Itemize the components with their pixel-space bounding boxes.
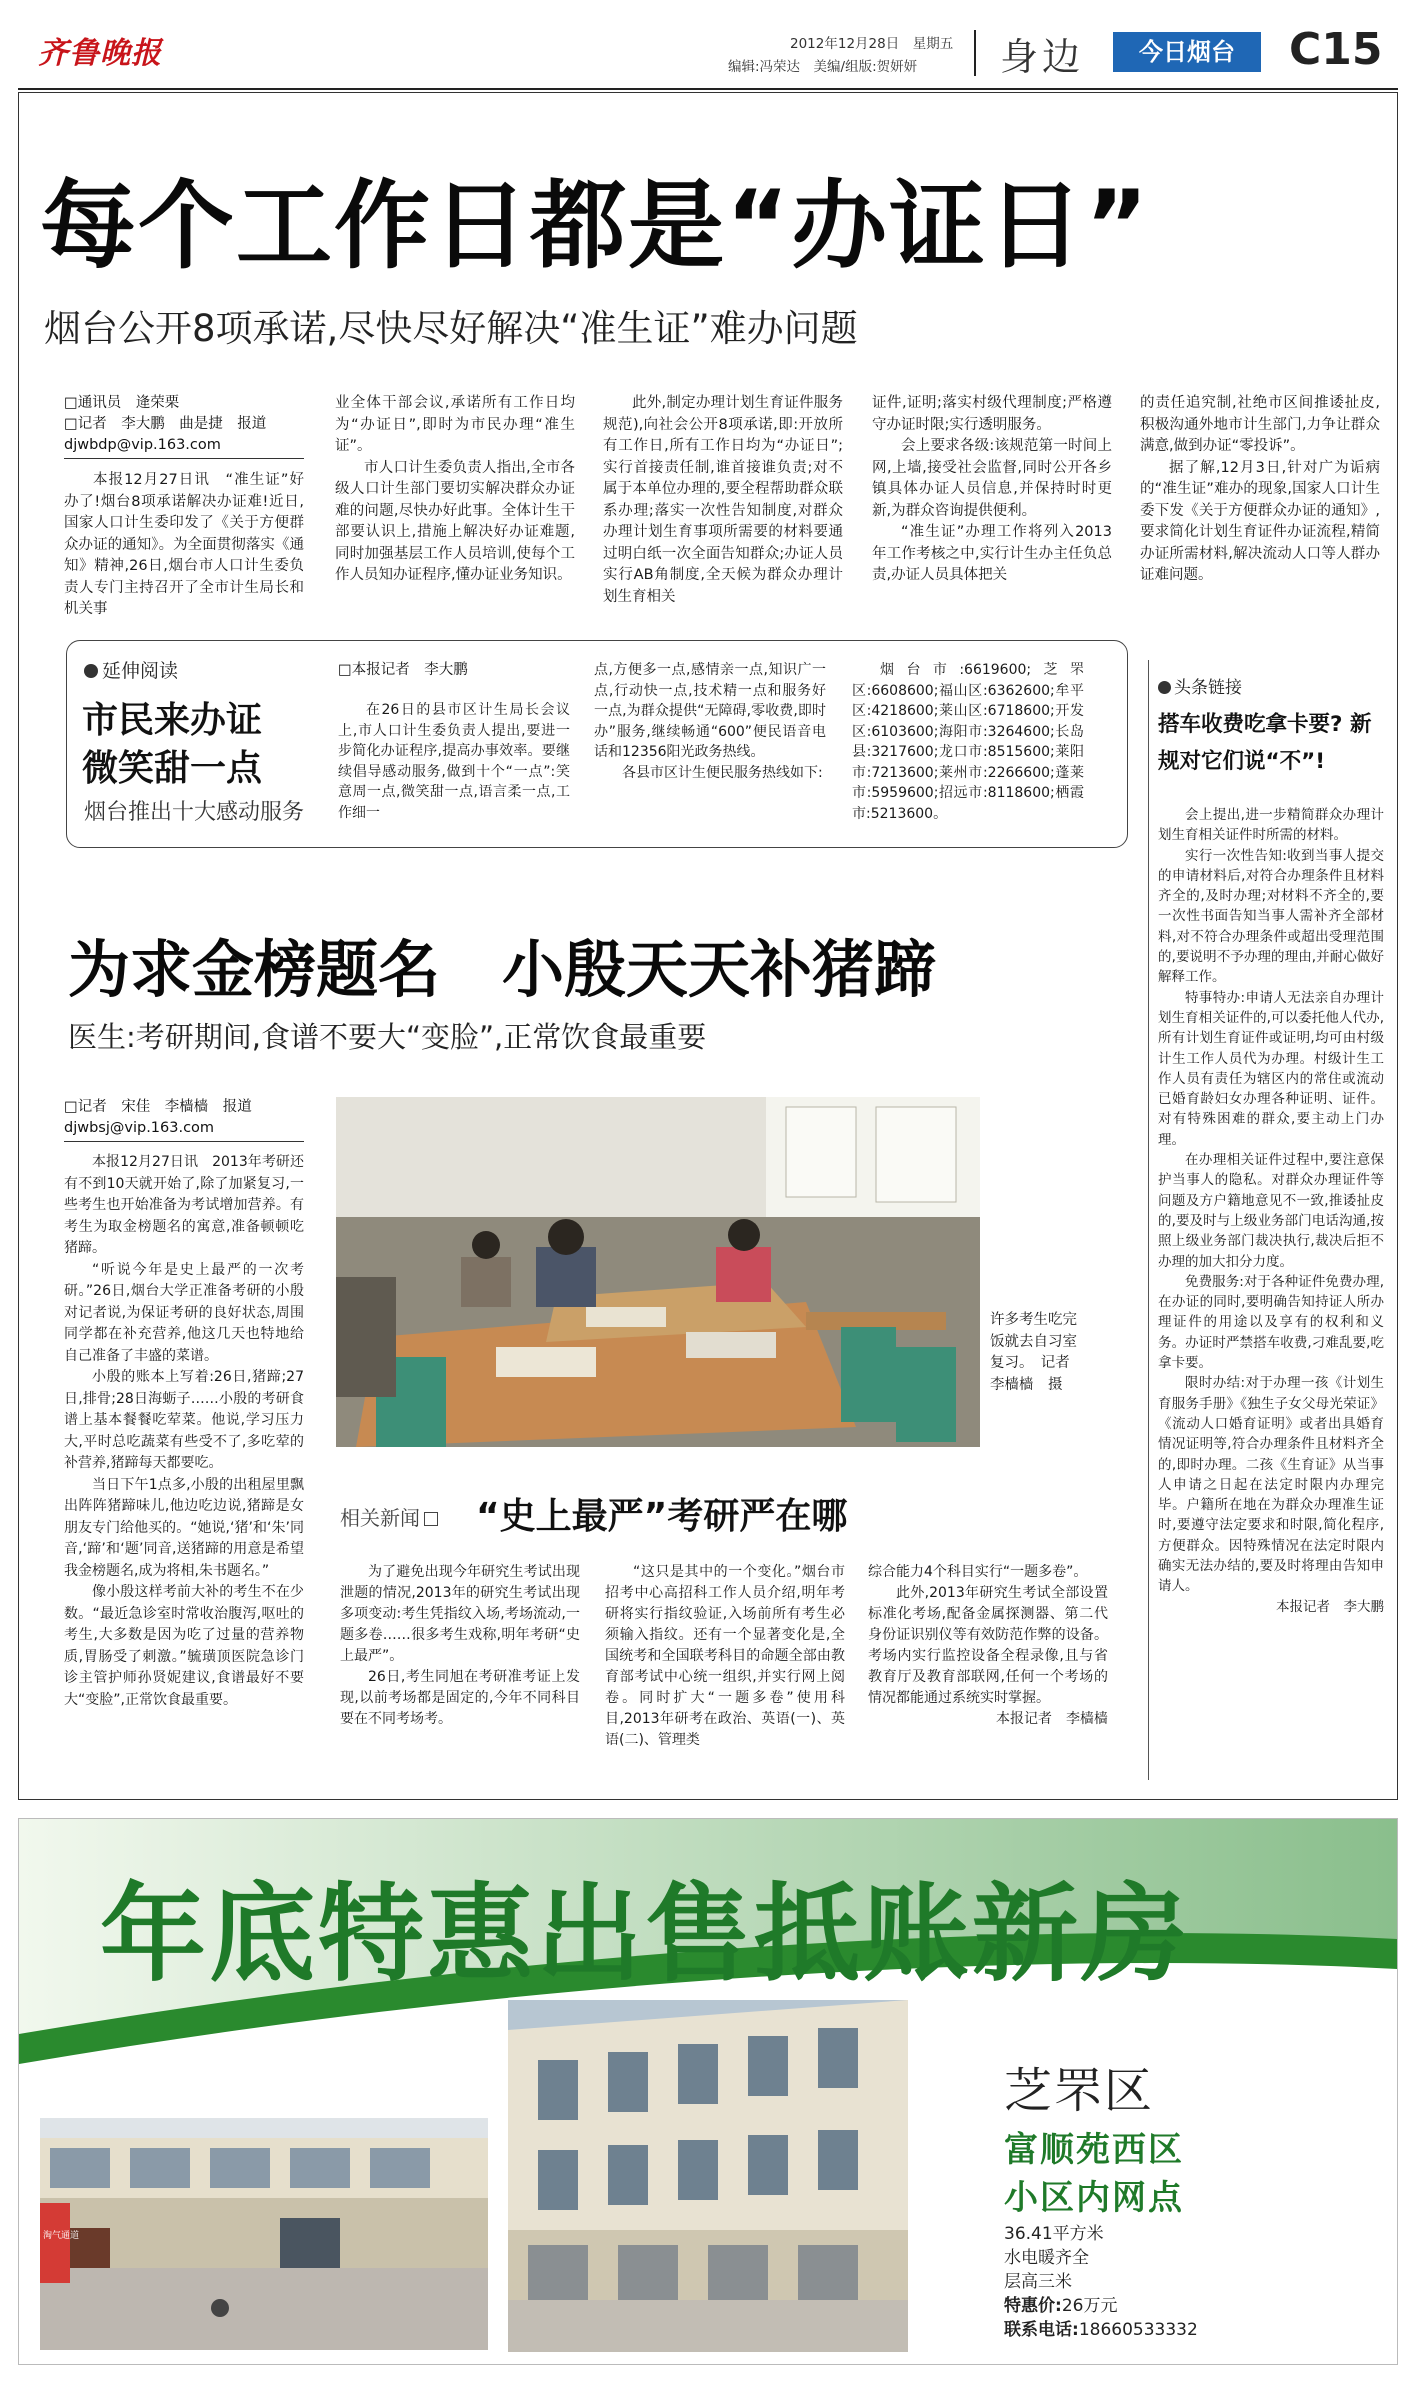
apartment-building-photo xyxy=(508,2000,908,2352)
issue-date: 2012年12月28日 星期五 xyxy=(790,36,954,52)
study-room-photo xyxy=(336,1097,980,1447)
sidebar-divider xyxy=(1148,660,1149,1780)
box-title-line-2: 微笑甜一点 xyxy=(82,748,263,789)
lead-column-4: 证件,证明;落实村级代理制度;严格遵守办证时限;实行透明服务。 会上要求各级:该规范第一时间上网,上墙,接受社会监督,同时公开各乡镇具体办证人员信息,并保持时时更新,为群众咨询提供便利。 “准生证”办理工作将列入2013年工作考核之中,实行计生办主任负总责,办证人员具体把关 xyxy=(872,395,1112,583)
box-column-1: 在26日的县市区计生局长会议上,市人口计生委负责人提出,要进一步简化办证程序,提高办事效率。要继续倡导感动服务,做到十个“一点”:笑意周一点,微笑甜一点,语言柔一点,工作细一 xyxy=(338,702,570,821)
ad-project-line-1: 富顺苑西区 xyxy=(1004,2130,1184,2170)
photo-caption: 许多考生吃完饭就去自习室复习。 记者 李樯樯 摄 xyxy=(990,1312,1085,1393)
ad-project-line-2: 小区内网点 xyxy=(1004,2178,1184,2218)
lead-subheadline: 烟台公开8项承诺,尽快尽好解决“准生证”难办问题 xyxy=(44,307,858,350)
circle-icon xyxy=(1158,681,1171,694)
related-news-title: “史上最严”考研严在哪 xyxy=(476,1496,848,1537)
lead-column-2: 业全体干部会议,承诺所有工作日均为“办证日”,即时为市民办理“准生证”。 市人口计生委负责人指出,全市各级人口计生部门要切实解决群众办证难的问题,尽快办好此事。全体计生干部要认识上,措施上解决好办证难题,同时加强基层工作人员培训,使每个工作人员知办证程序,懂办证业务知识。 xyxy=(335,395,575,583)
related-news-label: 相关新闻 xyxy=(340,1502,438,1531)
section-name: 身边 xyxy=(1000,35,1085,79)
play-arrow-icon xyxy=(424,1512,438,1526)
ad-photo-sign-text: 淘气通道 xyxy=(43,2231,80,2241)
lead-column-5: 的责任追究制,社绝市区间推诿扯皮,积极沟通外地市计生部门,力争让群众满意,做到办证“零投诉”。 据了解,12月3日,针对广为诟病的“准生证”难办的现象,国家人口计生委下发《关于方便群众办证的通知》,要求简化计划生育证件办证流程,精简办证所需材料,解决流动人口等人群办证难问题。 xyxy=(1140,395,1380,583)
street-shops-photo xyxy=(40,2118,488,2350)
lead-column-3: 此外,制定办理计划生育证件服务规范),向社会公开8项承诺,即:开放所有工作日,所有工作日均为“办证日”;实行首接责任制,谁首接谁负责;对不属于本单位办理的,要全程帮助群众联系办理;落实一次性告知制度,对群众办理计划生育事项所需要的材料要通过明白纸一次全面告知群众;办证人员实行AB角制度,全天候为群众办理计划生育相关 xyxy=(603,395,843,605)
sidebar-body: 会上提出,进一步精简群众办理计划生育相关证件时所需的材料。 实行一次性告知:收到当事人提交的申请材料后,对符合办理条件且材料齐全的,及时办理;对材料不齐全的,要一次性书面告知当事人需补齐全部材料,对不符合办理条件或超出受理范围的,要说明不予办理的理由,并耐心做好解释工作。 特事特办:申请人无法亲自办理计划生育相关证件的,可以委托他人代办,所有计划生育证件或证明,均可由村级计生工作人员代为办理。村级计生工作人员有责任为辖区内的常住或流动已婚育龄妇女办理各种证明、证件。对有特殊困难的群众,要主动上门办理。 在办理相关证件过程中,要注意保护当事人的隐私。对群众办理证件等问题及方户籍地意见不一致,推诿扯皮的,要及时与上级业务部门电话沟通,按照上级业务部门裁决执行,裁决后拒不办理的加大扣分力度。 免费服务:对于各种证件免费办理,在办证的同时,要明确告知持证人所办理证件的用途以及享有的权利和义务。办证时严禁搭车收费,刁难乱要,吃拿卡要。 限时办结:对于办理一孩《计划生育服务手册》《独生子女父母光荣证》《流动人口婚育证明》或者出具婚育情况证明等,符合办理条件且材料齐全的,即时办理。二孩《生育证》从当事人申请之日起在法定时限内办理完毕。户籍所在地在为群众办理准生证时,要遵守法定要求和时限,简化程序,方便群众。因特殊情况在法定时限内确实无法办结的,要及时将理由告知申请人。 本报记者 李大鹏 xyxy=(1158,807,1384,1615)
box-byline: □本报记者 李大鹏 xyxy=(338,662,468,678)
story2-body: 本报12月27日讯 2013年考研还有不到10天就开始了,除了加紧复习,一些考生也开始准备为考试增加营养。有考生为取金榜题名的寓意,准备顿顿吃猪蹄。 “听说今年是史上最严的一次考研。”26日,烟台大学正准备考研的小殷对记者说,为保证考研的良好状态,周围同学都在补充营养,他这几天也特地给自己准备了丰盛的菜谱。 小殷的账本上写着:26日,猪蹄;27日,排骨;28日海蛎子……小殷的考研食谱上基本餐餐吃荤菜。他说,学习压力大,平时总吃蔬菜有些受不了,多吃荤的补营养,猪蹄每天都要吃。 当日下午1点多,小殷的出租屋里飘出阵阵猪蹄味儿,他边吃边说,猪蹄是女朋友专门给他买的。“她说,‘猪’和‘朱’同音,‘蹄’和‘题’同音,送猪蹄的用意是希望我金榜题名,成为将相,朱书题名。” 像小殷这样考前大补的考生不在少数。“最近急诊室时常收治腹泻,呕吐的考生,大多数是因为吃了过量的营养物质,胃肠受了刺激。”毓璜顶医院急诊门诊主管护师孙贤妮建议,食谱最好不要大“变脸”,正常饮食最重要。 xyxy=(64,1154,304,1708)
editor-credit: 编辑:冯荣达 美编/组版:贺妍妍 xyxy=(728,59,918,75)
extended-reading-label: 延伸阅读 xyxy=(84,656,178,683)
box-column-3-hotlines: 烟台市:6619600;芝罘区:6608600;福山区:6362600;牟平区:4218600;莱山区:6718600;开发区:6103600;海阳市:3264600;长岛县:3217600;龙口市:8515600;莱阳市:7213600;莱州市:2266600;蓬莱市:5959600;招远市:8118600;栖霞市:5213600。 xyxy=(852,662,1084,822)
lead-headline: 每个工作日都是“办证日” xyxy=(40,170,1151,282)
story2-headline: 为求金榜题名 小殷天天补猪蹄 xyxy=(68,933,937,1006)
headline-link-label: 头条链接 xyxy=(1158,673,1242,698)
story2-subheadline: 医生:考研期间,食谱不要大“变脸”,正常饮食最重要 xyxy=(68,1020,707,1054)
related-column-3: 综合能力4个科目实行“一题多卷”。 此外,2013年研究生考试全部设置标准化考场,配备金属探测器、第二代身份证识别仪等有效防范作弊的设备。考场内实行监控设备全程录像,且与省教育厅及教育部联网,任何一个考场的情况都能通过系统实时掌握。 本报记者 李樯樯 xyxy=(868,1564,1108,1727)
ad-specs: 36.41平方米 水电暖齐全 层高三米 特惠价:26万元 联系电话:18660533332 xyxy=(1004,2224,1198,2340)
circle-icon xyxy=(84,664,98,678)
box-title-line-1: 市民来办证 xyxy=(82,700,263,741)
related-column-1: 为了避免出现今年研究生考试出现泄题的情况,2013年的研究生考试出现多项变动:考生凭指纹入场,考场流动,一题多卷……很多考生戏称,明年考研“史上最严”。 26日,考生同旭在考研准考证上发现,以前考场都是固定的,今年不同科目要在不同考场考。 xyxy=(340,1564,580,1727)
related-column-2: “这只是其中的一个变化。”烟台市招考中心高招科工作人员介绍,明年考研将实行指纹验证,入场前所有考生必须输入指纹。还有一个显著变化是,全国统考和全国联考科目的命题全部由教育部考试中心统一组织,并实行网上阅卷。同时扩大“一题多卷”使用科目,2013年研考在政治、英语(一)、英语(二)、管理类 xyxy=(605,1564,845,1748)
ad-district: 芝罘区 xyxy=(1004,2063,1155,2119)
newspaper-logo: 齐鲁晚报 xyxy=(38,36,162,71)
lead-byline: □通讯员 逄荣栗 □记者 李大鹏 曲是捷 报道 djwbdp@vip.163.com xyxy=(64,393,304,459)
box-column-2: 点,方便多一点,感情亲一点,知识广一点,行动快一点,技术精一点和服务好一点,为群众提供“无障碍,零收费,即时办”服务,继续畅通“600”便民语音电话和12356阳光政务热线。 各县市区计生便民服务热线如下: xyxy=(594,662,826,781)
page-number: C15 xyxy=(1289,24,1383,75)
section-tag: 今日烟台 xyxy=(1113,32,1261,72)
ad-headline: 年底特惠出售抵账新房 xyxy=(100,1873,1190,1996)
sidebar-headline: 搭车收费吃拿卡要? 新规对它们说“不”! xyxy=(1158,712,1372,774)
lead-column-1: 本报12月27日讯 “准生证”好办了!烟台8项承诺解决办证难!近日,国家人口计生委印发了《关于方便群众办证的通知》。为全面贯彻落实《通知》精神,26日,烟台市人口计生委负责人专门主持召开了全市计生局长和机关事 xyxy=(64,472,304,617)
box-subtitle: 烟台推出十大感动服务 xyxy=(84,800,305,825)
story2-byline: □记者 宋佳 李樯樯 报道 djwbsj@vip.163.com xyxy=(64,1097,304,1142)
